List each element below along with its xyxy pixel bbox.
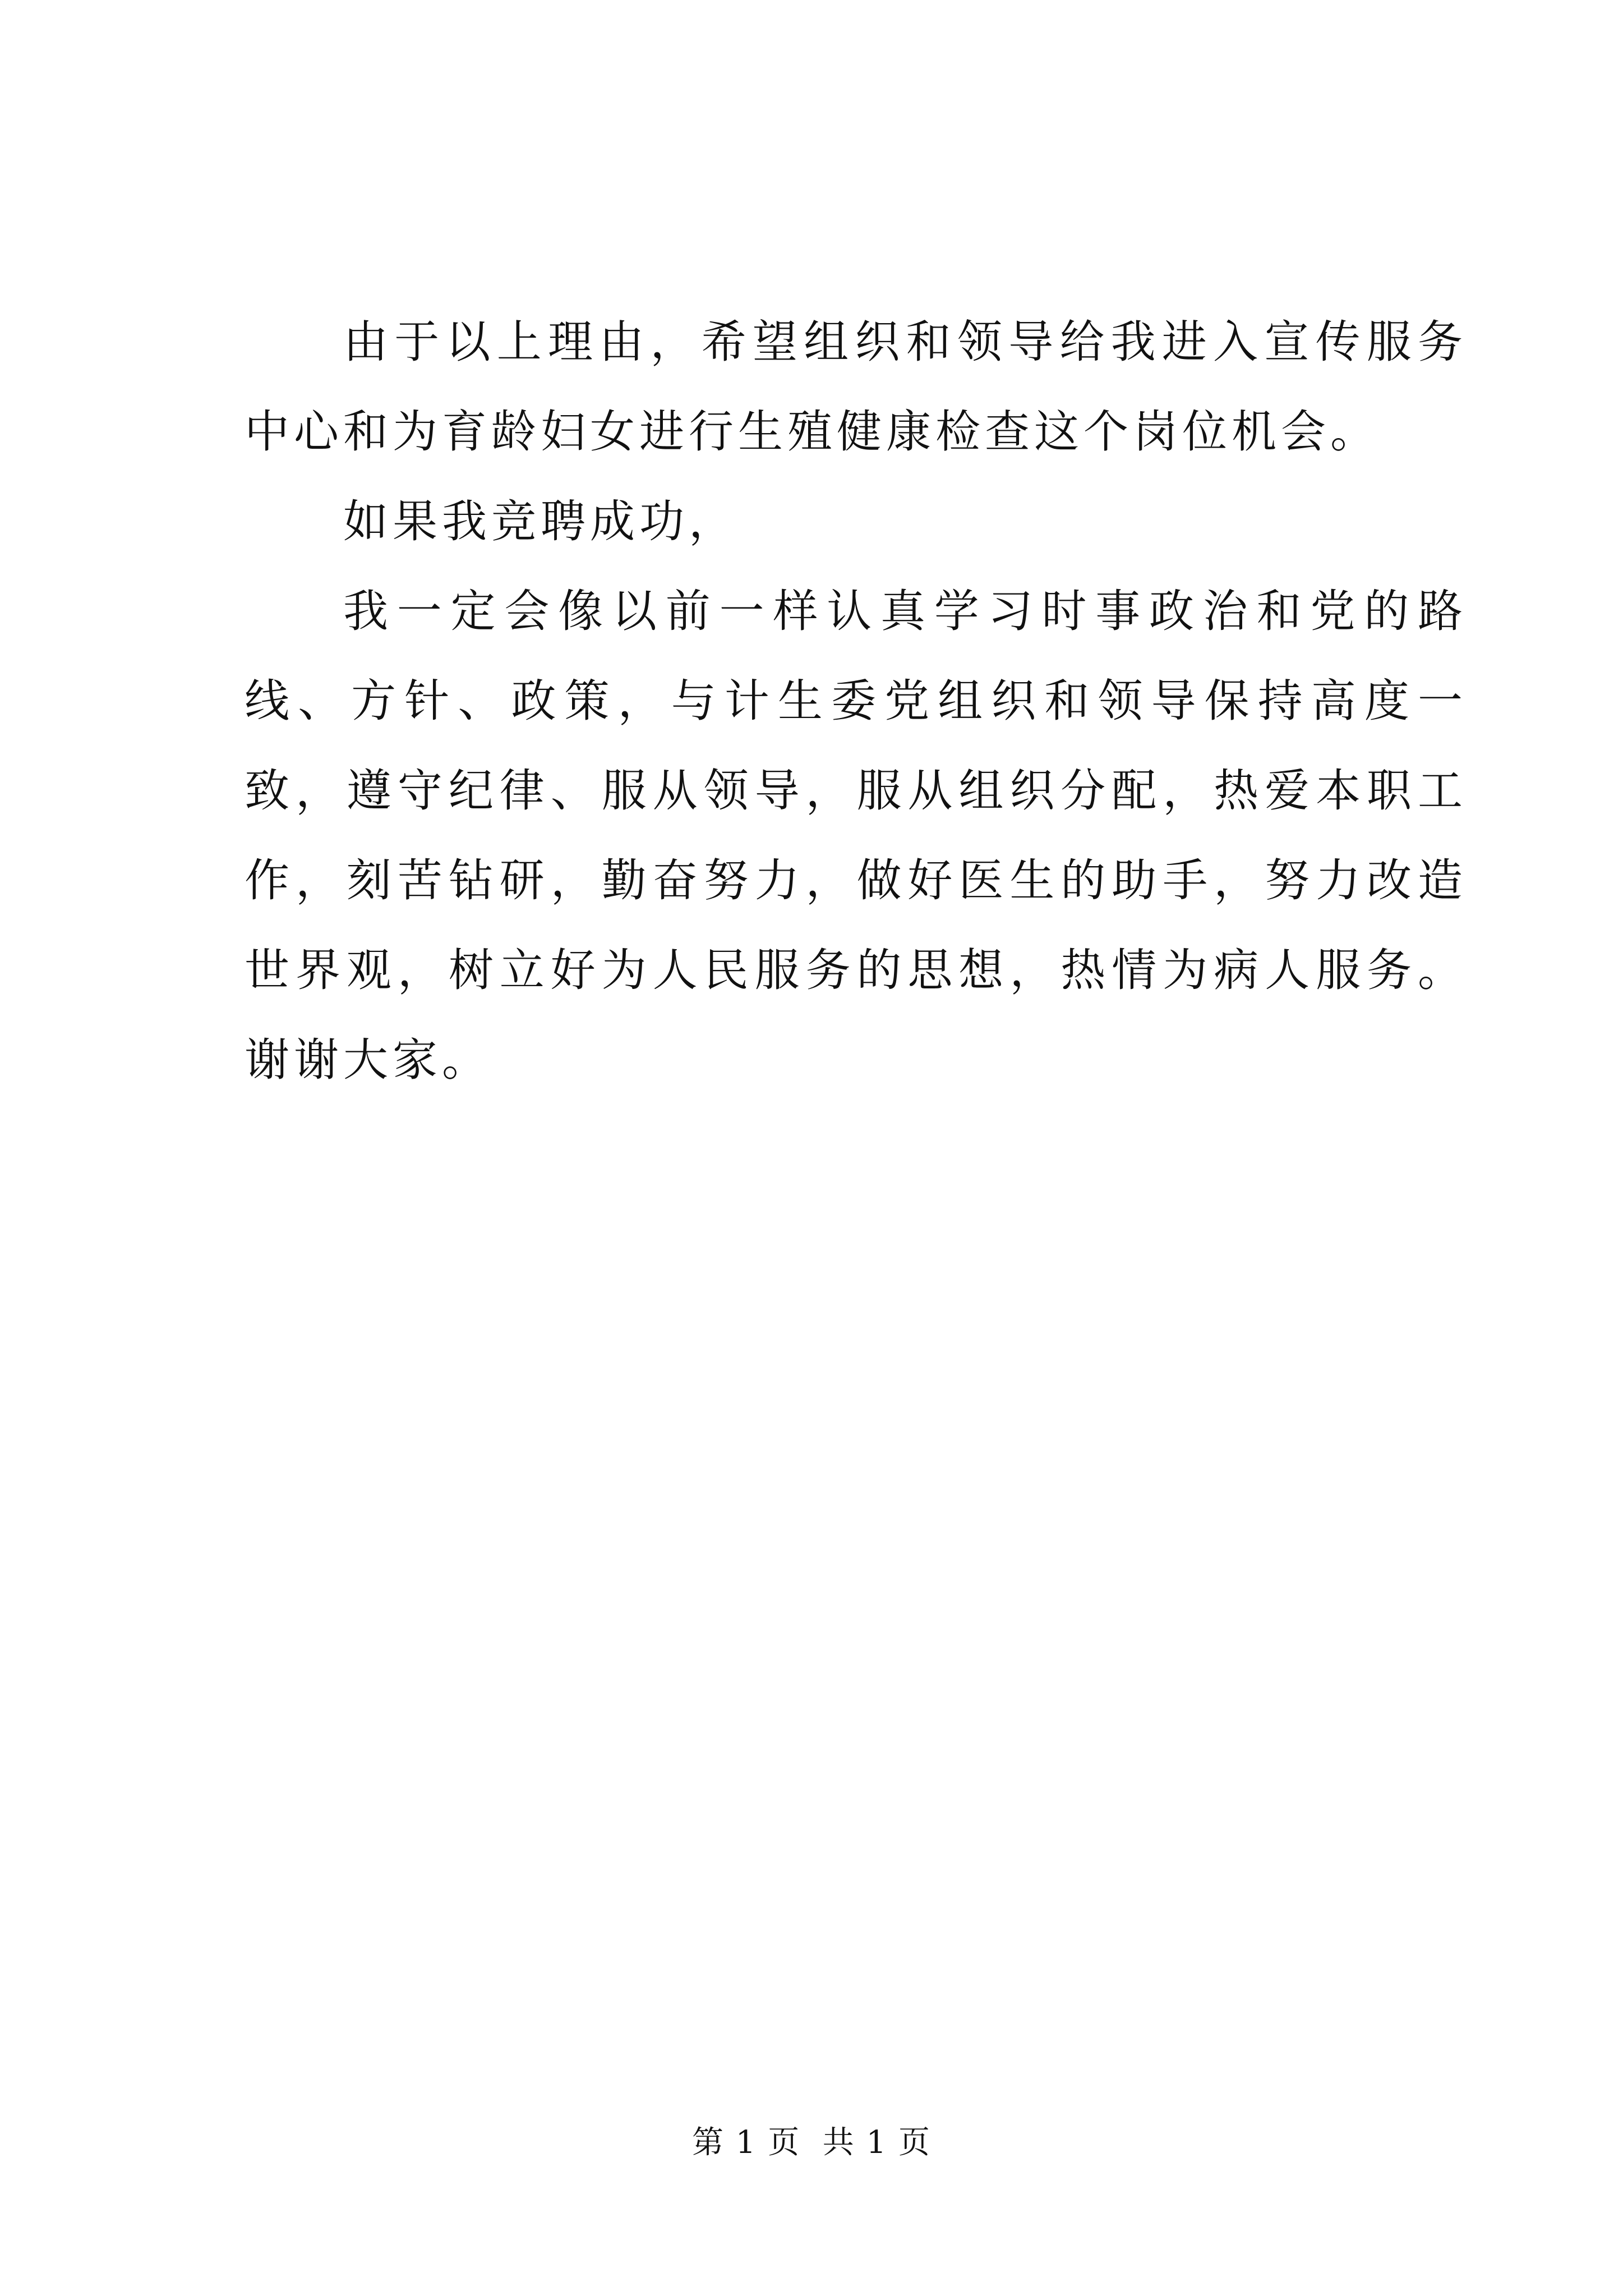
page-number-footer: 第 1 页 共 1 页 xyxy=(691,2124,932,2161)
paragraph-if-success: 如果我竞聘成功， xyxy=(343,495,738,547)
paragraph-commitment: 我一定会像以前一样认真学习时事政治和党的路线、方针、政策，与计生委党组织和领导保持高度一致，遵守纪律、服从领导，服从组织分配，热爱本职工作，刻苦钻研，勤奋努力，做好医生的助手，努力改造世界观，树立好为人民服务的思想，热情为病人服务。谢谢大家。 xyxy=(245,585,1467,1086)
document-body xyxy=(245,297,1467,1105)
paragraph-reason: 由于以上理由，希望组织和领导给我进入宣传服务中心和为育龄妇女进行生殖健康检查这个岗位机会。 xyxy=(245,316,1467,458)
